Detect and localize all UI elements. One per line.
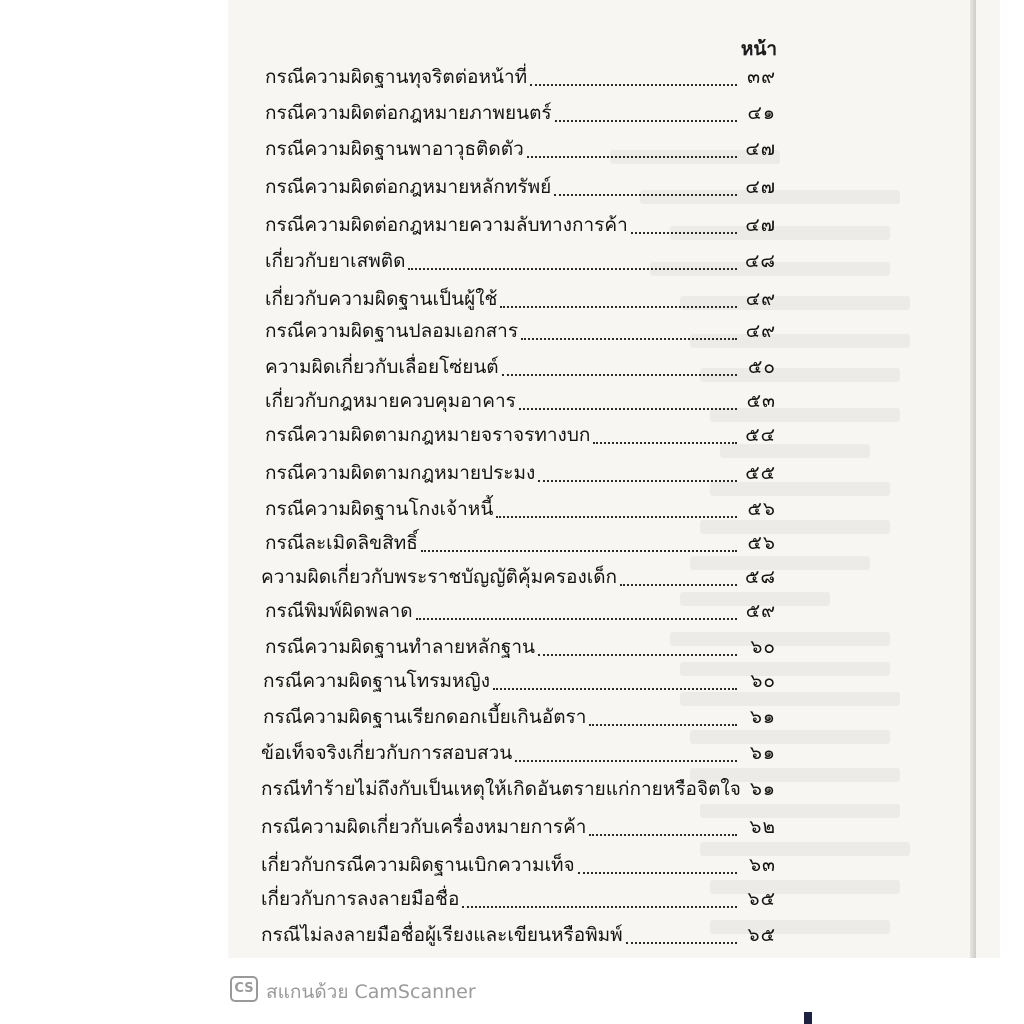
toc-page-number: ๔๘ [744,250,776,272]
toc-page-number: ๕๓ [746,390,776,412]
toc-row [0,666,1024,700]
toc-page-number: ๕๕ [745,462,776,484]
toc-page-number: ๓๙ [747,66,776,88]
toc-entry-title: กรณีความผิดฐานโทรมหญิง [263,670,490,692]
toc-row [0,172,1024,206]
dot-leader [515,760,737,762]
toc-entry-title: ข้อเท็จจริงเกี่ยวกับการสอบสวน [261,742,513,764]
toc-page-number: ๖๑ [749,778,776,800]
dot-leader [462,906,737,908]
toc-row [0,62,1024,96]
toc-row [0,812,1024,846]
toc-entry-title: กรณีพิมพ์ผิดพลาด [265,600,413,622]
toc-entry-title: กรณีความผิดตามกฎหมายประมง [265,462,536,484]
toc-entry [265,420,737,450]
toc-entry-title: ความผิดเกี่ยวกับพระราชบัญญัติคุ้มครองเด็ก [261,566,618,588]
toc-row [0,702,1024,736]
toc-entry [261,850,737,880]
toc-entry-title: เกี่ยวกับกรณีความผิดฐานเบิกความเท็จ [261,854,575,876]
toc-page-number: ๖๐ [750,670,776,692]
camscanner-logo-icon: CS [230,976,258,1002]
toc-page-number: ๖๑ [749,706,776,728]
toc-entry [265,98,737,128]
dot-leader [578,872,737,874]
toc-entry [265,284,737,314]
dot-leader [519,408,737,410]
toc-page-number: ๕๘ [744,566,776,588]
toc-page-number: ๖๓ [748,854,776,876]
dot-leader [493,688,737,690]
toc-entry-title: กรณีความผิดฐานเรียกดอกเบี้ยเกินอัตรา [263,706,587,728]
dot-leader [421,550,737,552]
toc-row [0,562,1024,596]
toc-entry-title: กรณีความผิดฐานทุจริตต่อหน้าที่ [265,66,528,88]
toc-row [0,632,1024,666]
toc-row [0,98,1024,132]
dot-leader [555,120,737,122]
footer-area [0,958,1024,1024]
toc-entry [265,246,737,276]
toc-row [0,210,1024,244]
toc-entry-title: กรณีทำร้ายไม่ถึงกับเป็นเหตุให้เกิดอันตรายแก่กายหรือจิตใจ [261,778,741,800]
toc-entry-title: กรณีไม่ลงลายมือชื่อผู้เรียงและเขียนหรือพิมพ์ [261,924,623,946]
toc-entry [265,172,737,202]
toc-page-number: ๕๖ [747,532,776,554]
toc-entry [263,702,737,732]
toc-row [0,920,1024,954]
toc-row [0,494,1024,528]
toc-entry [261,920,737,950]
toc-entry-title: กรณีละเมิดลิขสิทธิ์ [265,532,418,554]
toc-entry [265,386,737,416]
toc-row [0,134,1024,168]
dot-leader [538,480,737,482]
dot-leader [589,834,737,836]
toc-row [0,386,1024,420]
toc-entry [261,884,737,914]
dot-leader [416,618,737,620]
toc-page-number: ๕๐ [748,356,776,378]
toc-entry [265,352,737,382]
toc-entry [265,494,737,524]
toc-page-number: ๔๙ [745,320,776,342]
toc-row [0,596,1024,630]
toc-entry [261,738,737,768]
book-cover-corner [804,1012,812,1024]
toc-entry-title: กรณีความผิดฐานโกงเจ้าหนี้ [265,498,494,520]
toc-entry [261,774,741,804]
dot-leader [408,268,737,270]
dot-leader [589,724,737,726]
toc-entry-title: เกี่ยวกับความผิดฐานเป็นผู้ใช้ [265,288,498,310]
toc-row [0,850,1024,884]
toc-row [0,246,1024,280]
dot-leader [538,654,737,656]
dot-leader [521,338,737,340]
toc-row [0,458,1024,492]
toc-row [0,284,1024,318]
toc-row [0,738,1024,772]
dot-leader [554,194,737,196]
toc-entry [265,632,737,662]
toc-entry-title: กรณีความผิดต่อกฎหมายภาพยนตร์ [265,102,552,124]
toc-entry-title: เกี่ยวกับยาเสพติด [265,250,406,272]
toc-entry-title: กรณีความผิดฐานปลอมเอกสาร [265,320,519,342]
toc-page-number: ๖๒ [749,816,776,838]
toc-entry [265,596,737,626]
toc-row [0,352,1024,386]
toc-page-number: ๔๗ [745,176,776,198]
dot-leader [496,516,737,518]
toc-page-number: ๔๑ [747,102,776,124]
toc-entry-title: กรณีความผิดฐานพาอาวุธติดตัว [265,138,524,160]
toc-entry-title: กรณีความผิดตามกฎหมายจราจรทางบก [265,424,591,446]
toc-entry [261,812,737,842]
toc-page-number: ๕๖ [747,498,776,520]
toc-page-number: ๔๗ [745,214,776,236]
toc-page-number: ๖๕ [747,888,776,910]
toc-page-number: ๕๔ [745,424,776,446]
toc-row [0,420,1024,454]
toc-page-number: ๕๙ [745,600,776,622]
toc-row [0,316,1024,350]
toc-entry [265,210,737,240]
toc-entry [261,562,737,592]
toc-page-number: ๖๑ [749,742,776,764]
toc-entry [265,134,737,164]
toc-entry-title: กรณีความผิดต่อกฎหมายความลับทางการค้า [265,214,628,236]
toc-row [0,774,1024,808]
toc-entry [265,62,737,92]
page-column-header: หน้า [740,38,777,60]
dot-leader [530,84,737,86]
toc-entry-title: กรณีความผิดเกี่ยวกับเครื่องหมายการค้า [261,816,587,838]
toc-entry [265,458,737,488]
toc-entry-title: ความผิดเกี่ยวกับเลื่อยโซ่ยนต์ [265,356,499,378]
toc-entry-title: กรณีความผิดต่อกฎหมายหลักทรัพย์ [265,176,552,198]
toc-page-number: ๖๕ [747,924,776,946]
toc-entry-title: เกี่ยวกับกฎหมายควบคุมอาคาร [265,390,516,412]
toc-entry-title: เกี่ยวกับการลงลายมือชื่อ [261,888,460,910]
dot-leader [500,306,737,308]
toc-row [0,528,1024,562]
toc-row [0,884,1024,918]
toc-entry [263,666,737,696]
toc-page-number: ๖๐ [750,636,776,658]
dot-leader [502,374,737,376]
toc-entry [265,316,737,346]
scanner-watermark: สแกนด้วย CamScanner [266,981,476,1003]
toc-entry-title: กรณีความผิดฐานทำลายหลักฐาน [265,636,535,658]
dot-leader [527,156,737,158]
toc-page-number: ๔๗ [745,138,776,160]
toc-page-number: ๔๙ [745,288,776,310]
toc-entry [265,528,737,558]
